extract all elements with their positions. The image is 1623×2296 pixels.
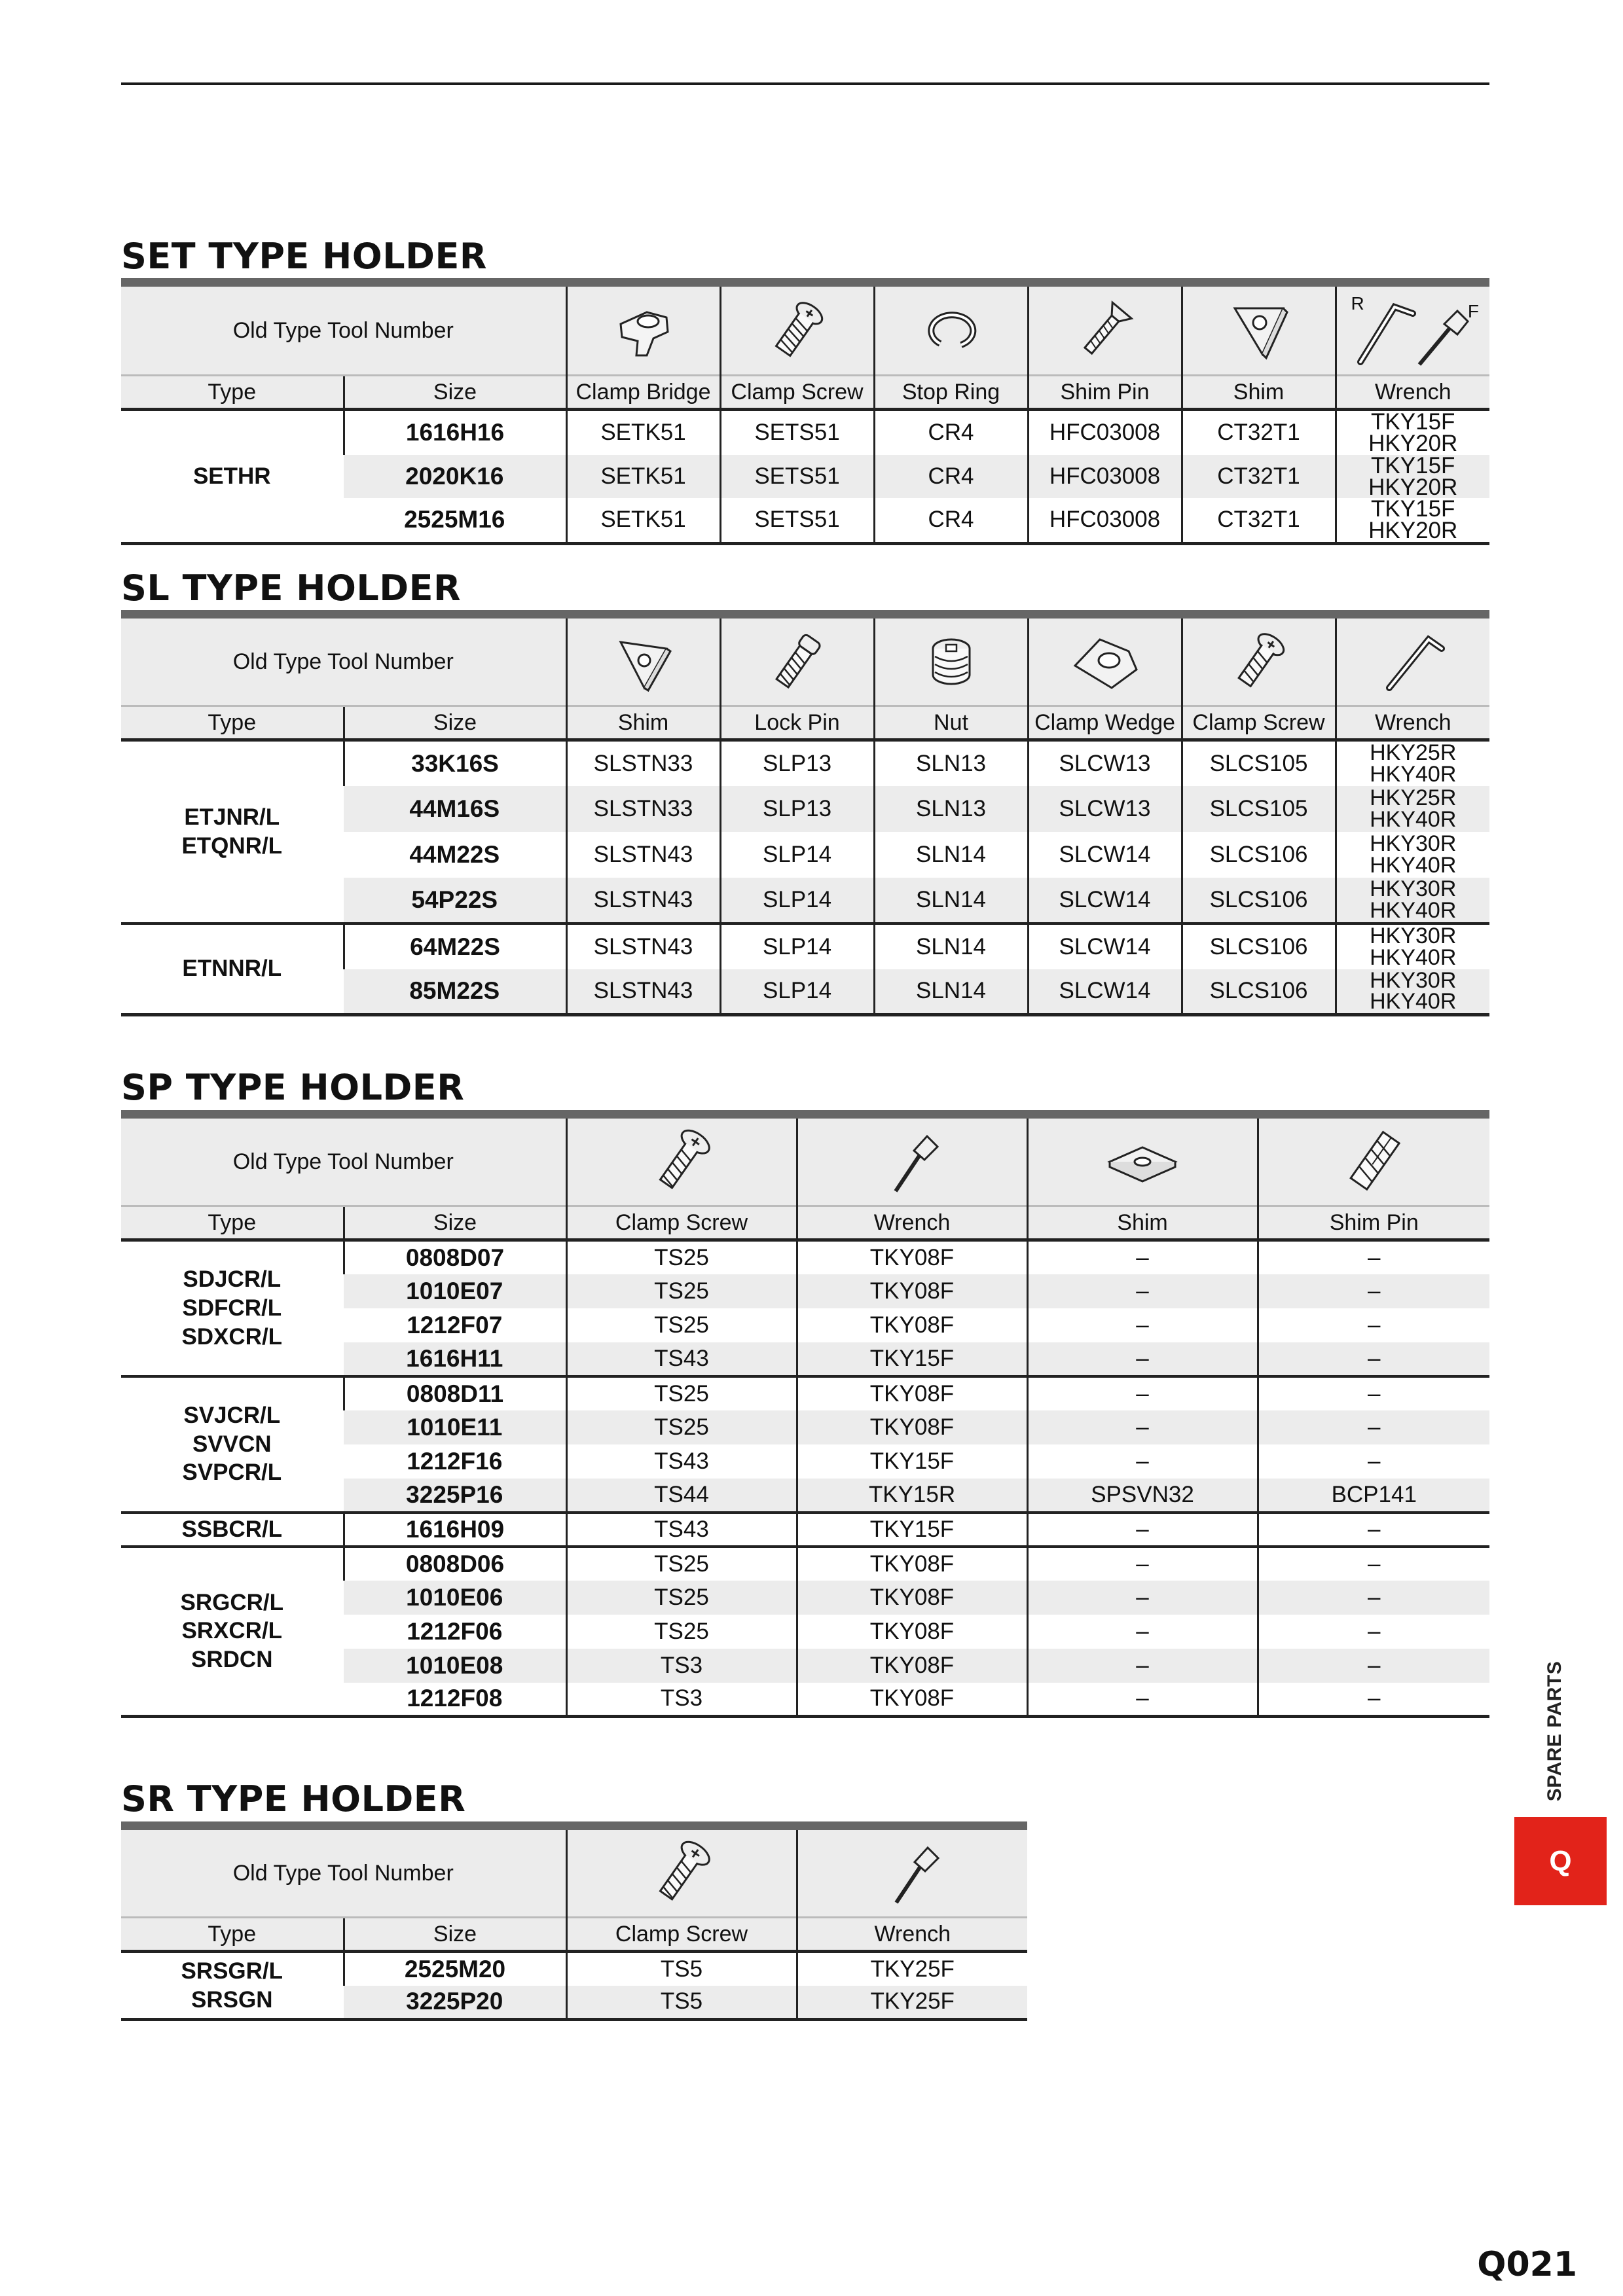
sr-section-title: SR TYPE HOLDER <box>121 1778 466 1820</box>
part-cell: SLCW14 <box>1028 832 1182 878</box>
part-cell: TS43 <box>566 1513 797 1547</box>
old-type-label: Old Type Tool Number <box>121 1115 566 1206</box>
size-cell: 0808D11 <box>344 1376 566 1410</box>
header-lock-pin: Lock Pin <box>720 706 874 740</box>
wrench-value: HKY30R <box>1370 924 1457 949</box>
part-cell: SLN14 <box>874 924 1028 969</box>
stop-ring-icon <box>874 283 1028 376</box>
part-cell: TS3 <box>566 1649 797 1683</box>
wrench-value: HKY20R <box>1368 431 1458 455</box>
set-type-table <box>121 278 1489 545</box>
part-cell: TS5 <box>566 1952 797 1986</box>
part-cell: TS25 <box>566 1240 797 1274</box>
wrench-value: HKY40R <box>1370 989 1457 1014</box>
size-cell: 44M22S <box>409 840 500 868</box>
part-cell: SLSTN43 <box>566 878 720 924</box>
sp-section-title: SP TYPE HOLDER <box>121 1067 465 1108</box>
size-cell: 1616H16 <box>344 410 566 455</box>
table-row <box>121 1513 1489 1547</box>
type-cell <box>121 1376 344 1513</box>
type-name: SDFCR/L <box>182 1295 282 1321</box>
part-cell: SLCW14 <box>1028 969 1182 1015</box>
part-cell: – <box>1258 1547 1489 1581</box>
wrench-value: HKY30R <box>1370 969 1457 993</box>
nut-icon <box>874 615 1028 706</box>
table-row <box>121 924 1489 969</box>
wrench-value: HKY30R <box>1370 877 1457 902</box>
clamp-wedge-icon <box>1028 615 1182 706</box>
part-cell: TS25 <box>566 1308 797 1342</box>
wrench-icon <box>1336 283 1489 376</box>
table-row <box>121 1240 1489 1274</box>
size-cell: 1010E11 <box>344 1410 566 1444</box>
wrench-cell <box>1336 832 1489 878</box>
part-cell: TKY08F <box>797 1683 1027 1717</box>
part-cell: TKY08F <box>797 1308 1027 1342</box>
part-cell: TKY08F <box>797 1649 1027 1683</box>
part-cell: SLCW14 <box>1028 878 1182 924</box>
size-cell: 2525M16 <box>404 506 505 533</box>
type-cell <box>121 1547 344 1717</box>
part-cell: – <box>1027 1683 1258 1717</box>
part-cell: SLCW14 <box>1028 924 1182 969</box>
part-cell: – <box>1258 1240 1489 1274</box>
part-cell: SLCS106 <box>1182 832 1336 878</box>
part-cell: CR4 <box>874 455 1028 499</box>
part-cell: SLCS106 <box>1182 924 1336 969</box>
size-cell: 1212F06 <box>407 1617 503 1645</box>
type-name: ETNNR/L <box>182 956 282 982</box>
size-cell: 3225P16 <box>344 1479 566 1513</box>
type-name: ETQNR/L <box>181 833 283 859</box>
header-shim: Shim <box>566 706 720 740</box>
old-type-label: Old Type Tool Number <box>121 615 566 706</box>
sr-type-table <box>121 1821 1027 2021</box>
part-cell: SLCW13 <box>1028 786 1182 832</box>
header-clamp-screw: Clamp Screw <box>566 1918 797 1952</box>
header-clamp-wedge: Clamp Wedge <box>1028 706 1182 740</box>
part-cell: SPSVN32 <box>1027 1479 1258 1513</box>
part-cell: CT32T1 <box>1182 498 1336 543</box>
clamp-screw-icon <box>566 1115 797 1206</box>
top-rule <box>121 82 1489 85</box>
part-cell: TKY08F <box>797 1410 1027 1444</box>
table-row <box>121 1376 1489 1410</box>
wrench-value: HKY20R <box>1368 474 1458 498</box>
header-type: Type <box>121 706 344 740</box>
shim-pin-icon <box>1028 283 1182 376</box>
header-size: Size <box>344 376 566 410</box>
part-cell: – <box>1258 1615 1489 1649</box>
header-size: Size <box>344 1206 566 1240</box>
header-shim-pin: Shim Pin <box>1028 376 1182 410</box>
part-cell: – <box>1258 1513 1489 1547</box>
part-cell: CT32T1 <box>1182 455 1336 499</box>
header-stop-ring: Stop Ring <box>874 376 1028 410</box>
table-row <box>121 1952 1027 1986</box>
type-name: SRGCR/L <box>180 1589 283 1615</box>
part-cell: SLSTN43 <box>566 832 720 878</box>
old-type-label: Old Type Tool Number <box>121 1826 566 1918</box>
header-nut: Nut <box>874 706 1028 740</box>
type-name: SVJCR/L <box>183 1402 281 1428</box>
part-cell: SETS51 <box>720 410 874 455</box>
side-section-label <box>1535 1659 1575 1803</box>
part-cell: SLP13 <box>720 786 874 832</box>
type-cell <box>121 1952 344 2020</box>
header-wrench: Wrench <box>1336 706 1489 740</box>
size-cell: 85M22S <box>344 969 566 1015</box>
part-cell: SLN13 <box>874 740 1028 786</box>
size-cell: 44M16S <box>344 786 566 832</box>
part-cell: TKY15F <box>797 1513 1027 1547</box>
part-cell: – <box>1258 1308 1489 1342</box>
part-cell: SLCS106 <box>1182 878 1336 924</box>
part-cell: SLN13 <box>874 786 1028 832</box>
wrench-cell <box>1336 924 1489 969</box>
lock-pin-icon <box>720 615 874 706</box>
part-cell: TKY15F <box>797 1444 1027 1479</box>
wrench-value: HKY40R <box>1370 806 1457 832</box>
wrench-r-label: R <box>1351 293 1364 314</box>
part-cell: CT32T1 <box>1182 410 1336 455</box>
side-section-text: SPARE PARTS <box>1544 1660 1566 1802</box>
clamp-screw-icon <box>1182 615 1336 706</box>
part-cell: SLCS105 <box>1182 786 1336 832</box>
sl-section-title: SL TYPE HOLDER <box>121 567 462 609</box>
wrench-cell <box>1336 410 1489 455</box>
part-cell: CR4 <box>874 410 1028 455</box>
part-cell: – <box>1258 1410 1489 1444</box>
sl-type-table <box>121 610 1489 1016</box>
table-row <box>121 740 1489 786</box>
part-cell: SETK51 <box>566 455 720 499</box>
size-cell: 64M22S <box>344 924 566 969</box>
section-tab: Q <box>1514 1817 1607 1905</box>
part-cell: SLP14 <box>720 969 874 1015</box>
header-wrench: Wrench <box>1336 376 1489 410</box>
part-cell: TKY25F <box>797 1952 1027 1986</box>
header-type: Type <box>121 1206 344 1240</box>
header-size: Size <box>344 1918 566 1952</box>
part-cell: SETK51 <box>566 498 720 543</box>
part-cell: SLP13 <box>720 740 874 786</box>
part-cell: SLN14 <box>874 878 1028 924</box>
part-cell: HFC03008 <box>1028 498 1182 543</box>
wrench-value: TKY15F <box>1371 454 1455 478</box>
shim-icon <box>1182 283 1336 376</box>
part-cell: TS43 <box>566 1342 797 1376</box>
part-cell: HFC03008 <box>1028 455 1182 499</box>
wrench-value: HKY25R <box>1370 785 1457 811</box>
part-cell: SLSTN43 <box>566 924 720 969</box>
part-cell: BCP141 <box>1258 1479 1489 1513</box>
wrench-value: TKY15F <box>1371 409 1455 435</box>
table-row <box>121 410 1489 455</box>
part-cell: TKY15R <box>797 1479 1027 1513</box>
part-cell: TKY08F <box>797 1240 1027 1274</box>
wrench-value: HKY40R <box>1370 852 1457 878</box>
part-cell: SLCS105 <box>1182 740 1336 786</box>
wrench-value: TKY15F <box>1371 498 1455 522</box>
type-name: SRSGN <box>191 1986 273 2013</box>
size-cell: 0808D07 <box>344 1240 566 1274</box>
part-cell: – <box>1027 1342 1258 1376</box>
type-cell <box>121 740 344 924</box>
type-name: SVVCN <box>192 1431 272 1457</box>
part-cell: HFC03008 <box>1028 410 1182 455</box>
part-cell: TKY08F <box>797 1581 1027 1615</box>
part-cell: – <box>1027 1308 1258 1342</box>
page-number: Q021 <box>1477 2245 1577 2284</box>
type-name: ETJNR/L <box>184 804 280 830</box>
part-cell: TKY08F <box>797 1615 1027 1649</box>
old-type-label: Old Type Tool Number <box>121 283 566 376</box>
size-cell: 1010E06 <box>344 1581 566 1615</box>
wrench-value: HKY40R <box>1370 944 1457 969</box>
part-cell: TS25 <box>566 1547 797 1581</box>
part-cell: SETK51 <box>566 410 720 455</box>
size-cell: 1212F07 <box>407 1311 503 1338</box>
size-cell: 1212F08 <box>407 1685 503 1712</box>
wrench-cell <box>1336 498 1489 543</box>
part-cell: – <box>1027 1581 1258 1615</box>
sp-type-table <box>121 1110 1489 1718</box>
type-name: SRXCR/L <box>181 1618 283 1644</box>
wrench-cell <box>1336 969 1489 1015</box>
shim-icon <box>1027 1115 1258 1206</box>
type-name: SDXCR/L <box>181 1323 283 1350</box>
part-cell: TKY08F <box>797 1274 1027 1308</box>
part-cell: – <box>1258 1649 1489 1683</box>
part-cell: SLSTN43 <box>566 969 720 1015</box>
set-section-title: SET TYPE HOLDER <box>121 236 487 277</box>
header-clamp-bridge: Clamp Bridge <box>566 376 720 410</box>
header-type: Type <box>121 376 344 410</box>
part-cell: – <box>1258 1274 1489 1308</box>
wrench-icon <box>797 1115 1027 1206</box>
shim-pin-icon <box>1258 1115 1489 1206</box>
part-cell: – <box>1027 1547 1258 1581</box>
header-shim-pin: Shim Pin <box>1258 1206 1489 1240</box>
part-cell: TS43 <box>566 1444 797 1479</box>
size-cell: 54P22S <box>344 878 566 924</box>
type-cell <box>121 1240 344 1376</box>
wrench-cell <box>1336 740 1489 786</box>
part-cell: – <box>1258 1444 1489 1479</box>
wrench-cell <box>1336 878 1489 924</box>
part-cell: TS25 <box>566 1376 797 1410</box>
shim-icon <box>566 615 720 706</box>
size-cell: 2525M20 <box>344 1952 566 1986</box>
part-cell: TKY08F <box>797 1376 1027 1410</box>
clamp-screw-icon <box>720 283 874 376</box>
part-cell: – <box>1027 1615 1258 1649</box>
header-shim: Shim <box>1027 1206 1258 1240</box>
part-cell: SLSTN33 <box>566 786 720 832</box>
type-name: SDJCR/L <box>183 1266 282 1293</box>
part-cell: TS25 <box>566 1581 797 1615</box>
size-cell: 1212F16 <box>407 1447 503 1475</box>
part-cell: TKY25F <box>797 1986 1027 2020</box>
part-cell: SLP14 <box>720 832 874 878</box>
size-cell: 3225P20 <box>344 1986 566 2020</box>
part-cell: – <box>1027 1513 1258 1547</box>
size-cell: 1010E07 <box>344 1274 566 1308</box>
wrench-value: HKY25R <box>1370 740 1457 766</box>
part-cell: SLN14 <box>874 969 1028 1015</box>
part-cell: TS25 <box>566 1410 797 1444</box>
part-cell: SLP14 <box>720 878 874 924</box>
part-cell: SETS51 <box>720 455 874 499</box>
type-name: SRSGR/L <box>181 1958 283 1984</box>
wrench-value: HKY40R <box>1370 761 1457 786</box>
part-cell: – <box>1027 1240 1258 1274</box>
header-clamp-screw: Clamp Screw <box>566 1206 797 1240</box>
part-cell: SLCS106 <box>1182 969 1336 1015</box>
header-size: Size <box>344 706 566 740</box>
header-wrench: Wrench <box>797 1206 1027 1240</box>
part-cell: CR4 <box>874 498 1028 543</box>
type-name: SVPCR/L <box>182 1460 282 1486</box>
type-name: SSBCR/L <box>181 1516 283 1542</box>
wrench-cell <box>1336 455 1489 499</box>
part-cell: TS25 <box>566 1615 797 1649</box>
part-cell: TKY15F <box>797 1342 1027 1376</box>
type-cell <box>121 924 344 1015</box>
part-cell: – <box>1258 1342 1489 1376</box>
part-cell: SLSTN33 <box>566 740 720 786</box>
clamp-screw-icon <box>566 1826 797 1918</box>
part-cell: TS5 <box>566 1986 797 2020</box>
size-cell: 1616H11 <box>344 1342 566 1376</box>
header-clamp-screw: Clamp Screw <box>1182 706 1336 740</box>
type-cell: SETHR <box>121 410 344 544</box>
part-cell: SETS51 <box>720 498 874 543</box>
part-cell: TS3 <box>566 1683 797 1717</box>
part-cell: – <box>1027 1274 1258 1308</box>
wrench-value: HKY20R <box>1368 518 1458 543</box>
part-cell: – <box>1258 1581 1489 1615</box>
part-cell: TS25 <box>566 1274 797 1308</box>
header-clamp-screw: Clamp Screw <box>720 376 874 410</box>
header-wrench: Wrench <box>797 1918 1027 1952</box>
wrench-f-label: F <box>1467 301 1479 321</box>
size-cell: 0808D06 <box>344 1547 566 1581</box>
part-cell: – <box>1027 1410 1258 1444</box>
part-cell: – <box>1258 1376 1489 1410</box>
wrench-icon <box>797 1826 1027 1918</box>
part-cell: – <box>1258 1683 1489 1717</box>
part-cell: TS44 <box>566 1479 797 1513</box>
header-shim: Shim <box>1182 376 1336 410</box>
part-cell: SLP14 <box>720 924 874 969</box>
part-cell: TKY08F <box>797 1547 1027 1581</box>
wrench-value: HKY30R <box>1370 831 1457 857</box>
size-cell: 1010E08 <box>344 1649 566 1683</box>
part-cell: SLCW13 <box>1028 740 1182 786</box>
part-cell: SLN14 <box>874 832 1028 878</box>
size-cell: 33K16S <box>344 740 566 786</box>
part-cell: – <box>1027 1444 1258 1479</box>
type-cell <box>121 1513 344 1547</box>
wrench-icon <box>1336 615 1489 706</box>
table-row <box>121 1547 1489 1581</box>
header-type: Type <box>121 1918 344 1952</box>
wrench-value: HKY40R <box>1370 897 1457 923</box>
part-cell: – <box>1027 1649 1258 1683</box>
wrench-cell <box>1336 786 1489 832</box>
clamp-bridge-icon <box>566 283 720 376</box>
type-name: SRDCN <box>191 1647 273 1673</box>
size-cell: 1616H09 <box>344 1513 566 1547</box>
part-cell: – <box>1027 1376 1258 1410</box>
size-cell: 2020K16 <box>344 455 566 499</box>
